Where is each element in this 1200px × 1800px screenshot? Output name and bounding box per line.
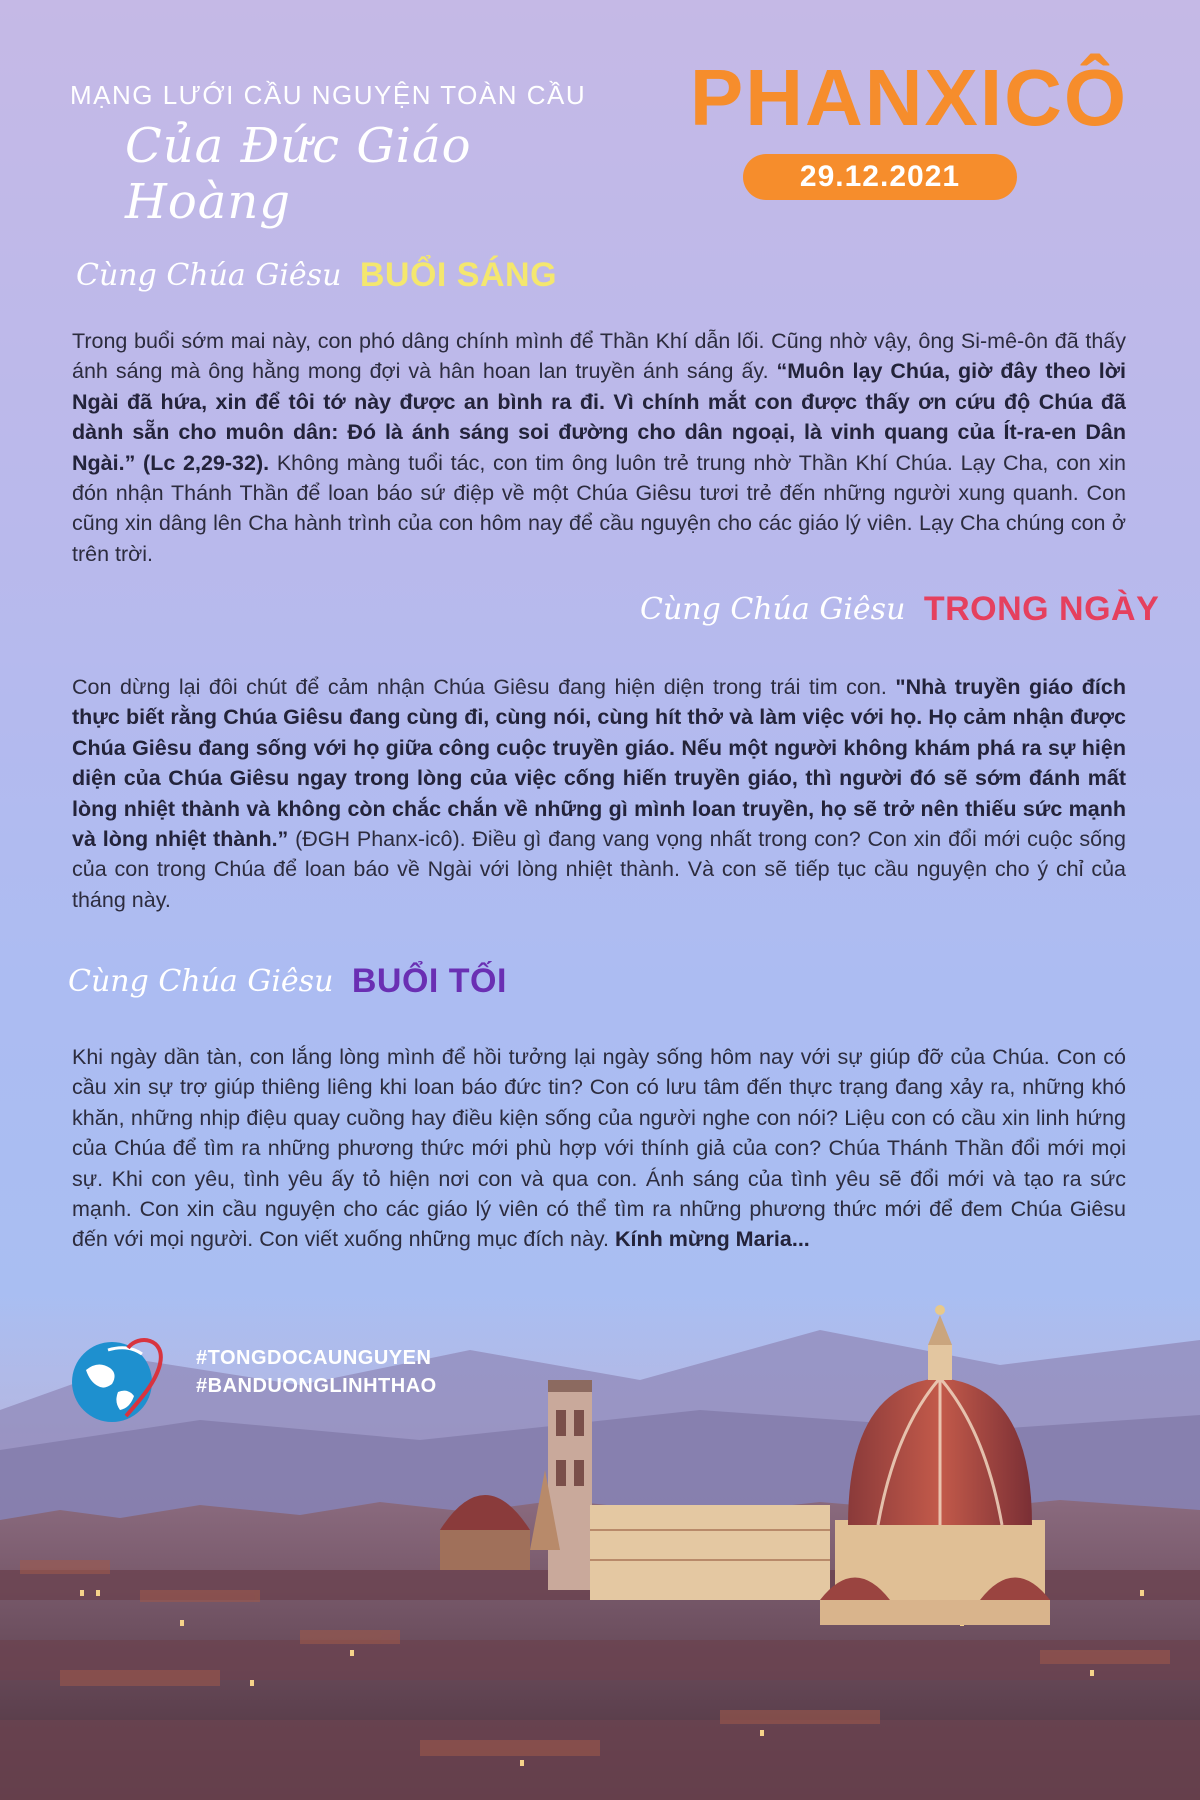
section-morning-heading <box>76 256 557 316</box>
evening-closing-prayer: Kính mừng Maria... <box>615 1227 810 1252</box>
evening-text: Khi ngày dần tàn, con lắng lòng mình để hồi tưởng lại ngày sống hôm nay với sự giúp đỡ của Chúa. Con có cầu xin sự trợ giúp thiêng liêng khi loan báo đức tin? Con có lưu tâm đến thực trạng đang xảy ra, những khó khăn, những nhịp điệu quay cuồng hay điều kiện sống của người nghe con nói? Liệu con có cầu xin linh hứng của Chúa để tìm ra những phương thức mới phù hợp với thính giả của con? Chúa Thánh Thần đổi mới mọi sự. Khi con yêu, tình yêu ấy tỏ hiện nơi con và qua con. Ánh sáng của tình yêu sẽ đổi mới và tạo ra sức mạnh. Con xin cầu nguyện cho các giáo lý viên có thể tìm ra những phương thức mới để đem Chúa Giêsu đến với mọi người. Con viết xuống những mục đích này. <box>72 1045 1126 1252</box>
day-text-closing: (ĐGH Phanx-icô). Điều gì đang vang vọng nhất trong con? Con xin đổi mới cuộc sống của con trong Chúa để loan báo về Ngài với lòng nhiệt thành. Và con sẽ tiếp tục cầu nguyện cho ý chỉ của tháng này. <box>72 827 1126 912</box>
globe-heart-icon <box>68 1330 168 1430</box>
network-logo <box>68 1330 168 1430</box>
section-day-heading <box>640 590 1159 650</box>
section-title-morning: BUỔI SÁNG <box>359 256 558 294</box>
pope-name: PHANXICÔ <box>689 53 1129 142</box>
dome-lantern <box>928 1345 952 1380</box>
section-script: Cùng Chúa Giêsu <box>640 592 906 627</box>
date-badge: 29.12.2021 <box>743 154 1017 200</box>
section-title-day: TRONG NGÀY <box>923 590 1160 628</box>
section-script: Cùng Chúa Giêsu <box>68 964 334 999</box>
section-script: Cùng Chúa Giêsu <box>76 258 342 293</box>
day-text-intro: Con dừng lại đôi chút để cảm nhận Chúa Giêsu đang hiện diện trong trái tim con. <box>72 675 896 699</box>
pope-script-title: Của Đức Giáo Hoàng <box>125 118 472 230</box>
header <box>0 0 1200 240</box>
morning-scripture-quote: “Muôn lạy Chúa, giờ đây theo lời Ngài đã hứa, xin để tôi tớ này được an bình ra đi. Vì chính mắt con được thấy ơn cứu độ Chúa đã dành sẵn cho muôn dân: Đó là ánh sáng soi đường cho dân ngoại, là vinh quang của Ít-ra-en Dân Ngài.” (Lc 2,29-32). <box>72 359 1126 475</box>
day-papal-quote: "Nhà truyền giáo đích thực biết rằng Chúa Giêsu đang cùng đi, cùng nói, cùng hít thở và làm việc với họ. Họ cảm nhận được Chúa Giêsu đang sống với họ giữa công cuộc truyền giáo. Nếu một người không khám phá ra sự hiện diện của Chúa Giêsu ngay trong lòng của việc cống hiến truyền giáo, thì người đó sẽ sớm đánh mất lòng nhiệt thành và không còn chắc chắn về những gì mình loan truyền, họ sẽ trở nên thiếu sức mạnh và lòng nhiệt thành.” <box>72 675 1126 852</box>
section-title-evening: BUỔI TỐI <box>351 962 507 1000</box>
florence-skyline-illustration <box>0 1290 1200 1800</box>
morning-text-intro: Trong buổi sớm mai này, con phó dâng chính mình để Thần Khí dẫn lối. Cũng nhờ vậy, ông Si-mê-ôn đã thấy ánh sáng mà ông hằng mong đợi và hân hoan lan truyền ánh sáng ấy. <box>72 329 1126 384</box>
bell-tower <box>548 1380 592 1590</box>
network-title: MẠNG LƯỚI CẦU NGUYỆN TOÀN CẦU <box>70 80 587 110</box>
hashtag-banduonglinhthao: #BANDUONGLINHTHAO <box>196 1375 437 1397</box>
morning-paragraph <box>72 326 1126 569</box>
morning-text-closing: Không màng tuổi tác, con tim ông luôn trẻ trung nhờ Thần Khí Chúa. Lạy Cha, con xin đón nhận Thánh Thần để loan báo sứ điệp về một Chúa Giêsu tươi trẻ đến những người xung quanh. Con cũng xin dâng lên Cha hành trình của con hôm nay để cầu nguyện cho các giáo lý viên. Lạy Cha chúng con ở trên trời. <box>72 450 1126 566</box>
evening-paragraph <box>72 1042 1126 1255</box>
hashtags <box>196 1344 596 1400</box>
section-evening-heading <box>68 962 507 1022</box>
day-paragraph <box>72 672 1126 915</box>
cathedral-nave <box>590 1505 830 1600</box>
hashtag-tongdocaunguyen: #TONGDOCAUNGUYEN <box>196 1347 432 1369</box>
